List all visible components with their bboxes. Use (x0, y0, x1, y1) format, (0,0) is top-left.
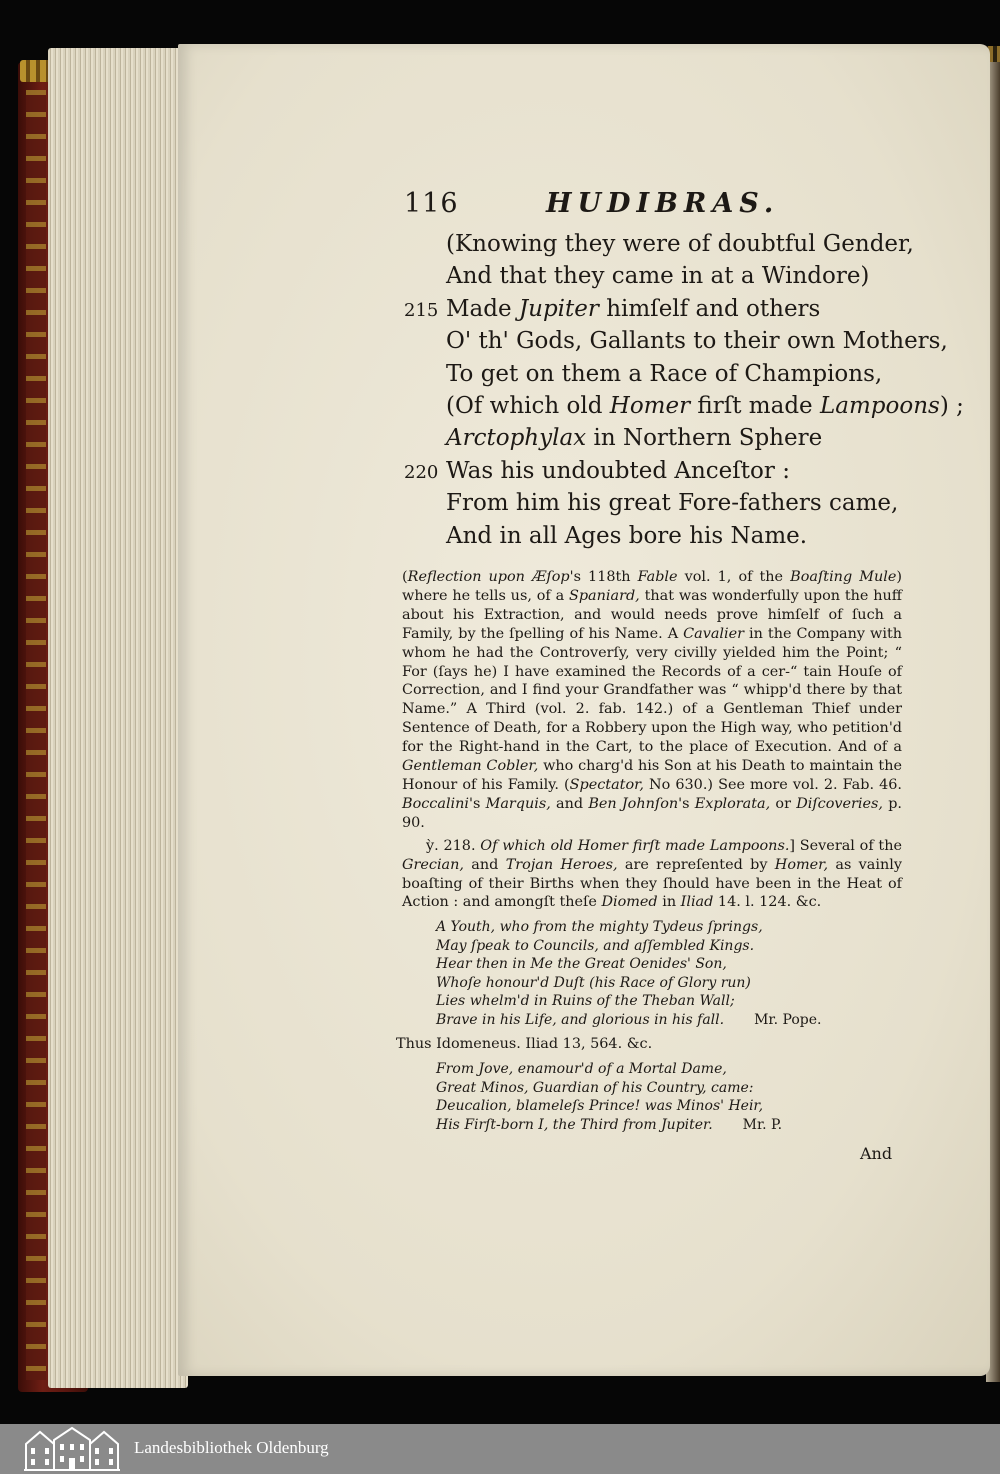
verse-line-text (446, 390, 964, 422)
verse-line-number: 215 (404, 299, 439, 321)
library-building-icon (22, 1426, 122, 1472)
verse-line (404, 260, 964, 292)
text-run: ] Several of the (789, 837, 902, 854)
text-run: Spectator, (569, 776, 644, 793)
text-run: in (657, 894, 681, 911)
quote-line: Whoſe honour'd Duſt (his Race of Glory run) (436, 974, 751, 991)
verse-line-text (446, 422, 822, 454)
text-run: firſt made (690, 392, 820, 419)
quote-attribution: Mr. P. (742, 1116, 783, 1133)
text-run: Ben Johnſon (588, 795, 679, 812)
text-run: 's (469, 795, 486, 812)
text-run: Boccalini (402, 795, 470, 812)
text-run: Homer (609, 392, 691, 419)
text-run: And in all Ages bore his Name. (446, 522, 808, 549)
footnotes (396, 568, 902, 1138)
quote-line: From Jove, enamour'd of a Mortal Dame, (436, 1061, 727, 1078)
quote-line: Lies whelm'd in Ruins of the Theban Wall; (436, 993, 735, 1010)
text-run: and (463, 856, 506, 873)
text-run: Marquis, (485, 795, 551, 812)
text-run: 's (678, 795, 695, 812)
verse-line (404, 390, 964, 422)
note-thus-idomeneus: Thus Idomeneus. Iliad 13, 564. &c. (396, 1036, 653, 1053)
text-run: (Knowing they were of doubtful Gender, (446, 231, 914, 257)
text-run: Gentleman Cobler, (402, 758, 539, 775)
text-run: Was his undoubted Anceſtor : (446, 457, 790, 484)
verse-line-text (446, 293, 820, 325)
quote-line: A Youth, who from the mighty Tydeus ſprings, (436, 919, 763, 936)
text-run: or (770, 795, 797, 812)
text-run: Boaſting Mule (790, 569, 897, 585)
verse-line-text (446, 487, 898, 519)
text-run: 's 118th (569, 569, 638, 585)
text-run: Diſcoveries, (796, 795, 883, 812)
verse-line (404, 455, 964, 487)
text-run: And that they came in at a Windore) (446, 263, 870, 290)
text-run: in the Company with whom he had the Controverſy, very civilly yielded him the Point; “ For (ſays he) I have examined the Records of a cer-“ tain Houſe of Correction, and I find your Grandfather was “ whipp'd there by that Name.” A Third (vol. 2. fab. 142.) of a Gentleman Thief under Sentence of Death, for a Robbery upon the High way, who petition'd for the Right-hand in the Cart, to the place of Execution. And of a (402, 625, 902, 756)
text-run: ỳ. 218. (426, 837, 481, 854)
text-run: ) where he tells us, of a (402, 569, 902, 604)
verse-line (404, 293, 964, 325)
text-run: as vainly boaſting of their Births when they ſhould have been in the Heat of Action : and amongſt theſe (402, 856, 902, 911)
note-paragraph-reflection (402, 568, 902, 833)
text-run: that was wonderfully upon the huff about his Extraction, and would needs prove himſelf of ſuch a Family, by the ſpelling of his Name. A (402, 587, 902, 642)
page-number: 116 (404, 188, 459, 219)
text-run: To get on them a Race of Champions, (446, 360, 883, 387)
quote-attribution: Mr. Pope. (754, 1011, 822, 1028)
gilt-spine-decoration (26, 90, 46, 1380)
text-run: are repreſented by (617, 856, 775, 873)
quote-idomeneus (436, 1060, 902, 1134)
text-run: (Of which old (446, 392, 610, 419)
text-run: Homer, (774, 856, 829, 873)
verse-line (404, 325, 964, 357)
verse-line-text (446, 228, 914, 260)
text-run: Of which old Homer firſt made Lampoons. (480, 837, 790, 854)
verse-line (404, 358, 964, 390)
text-run: Reflection upon Æſop (407, 569, 570, 585)
verse-line (404, 228, 964, 260)
text-run: Cavalier (683, 625, 745, 642)
text-run: Spaniard, (568, 587, 640, 604)
text-run: Arctophylax (446, 425, 587, 452)
text-run: Lampoons (819, 392, 940, 419)
quote-line: Deucalion, blameleſs Prince! was Minos' Heir, (436, 1098, 764, 1115)
text-run: ) ; (939, 392, 964, 419)
verse-line-text (446, 325, 948, 357)
running-head (404, 188, 864, 228)
note-paragraph-v218 (402, 837, 902, 913)
footer-bar (0, 1424, 1000, 1474)
text-run: Diomed (601, 894, 658, 911)
verse-line-text (446, 260, 869, 292)
verse-block (404, 228, 964, 552)
text-run: 14. l. 124. &c. (713, 894, 822, 911)
text-run: From him his great Fore-fathers came, (446, 490, 899, 517)
text-run: Trojan Heroes, (505, 856, 618, 873)
quote-line: His Firſt-born I, the Third from Jupiter. Mr. P. (436, 1116, 783, 1133)
quote-line: Brave in his Life, and glorious in his fall. Mr. Pope. (436, 1011, 822, 1028)
text-run: No 630.) See more vol. 2. Fab. 46. (643, 776, 902, 793)
quote-line: Great Minos, Guardian of his Country, came: (436, 1079, 754, 1096)
verse-line-text (446, 520, 807, 552)
page-stack-edges (48, 48, 188, 1388)
text-run: in Northern Sphere (586, 425, 823, 452)
verse-line-text (446, 455, 790, 487)
text-run: Iliad (680, 894, 714, 911)
text-run: himſelf and others (598, 295, 821, 322)
text-run: and (550, 795, 589, 812)
text-run: Fable (637, 569, 678, 585)
text-run: Jupiter (518, 295, 599, 322)
text-run: Explorata, (694, 795, 771, 812)
verse-line (404, 487, 964, 519)
catchword: And (860, 1144, 893, 1163)
text-run: Grecian, (402, 856, 464, 873)
verse-line (404, 520, 964, 552)
verse-line (404, 422, 964, 454)
verse-line-number: 220 (404, 461, 439, 483)
text-run: O' th' Gods, Gallants to their own Mothers, (446, 328, 948, 355)
text-run: who charg'd his Son at his Death to maintain the Honour of his Family. ( (402, 758, 902, 793)
text-run: Made (446, 295, 519, 322)
text-run: p. 90. (402, 795, 902, 831)
quote-line: May ſpeak to Councils, and aſſembled Kings. (436, 937, 755, 954)
quote-diomed (436, 918, 902, 1029)
text-run: vol. 1, of the (677, 569, 791, 585)
quote-line: Hear then in Me the Great Oenides' Son, (436, 956, 727, 973)
text-run: ( (402, 569, 408, 585)
book-title: HUDIBRAS. (546, 188, 780, 219)
library-name: Landesbibliothek Oldenburg (134, 1438, 329, 1457)
verse-line-text (446, 358, 882, 390)
